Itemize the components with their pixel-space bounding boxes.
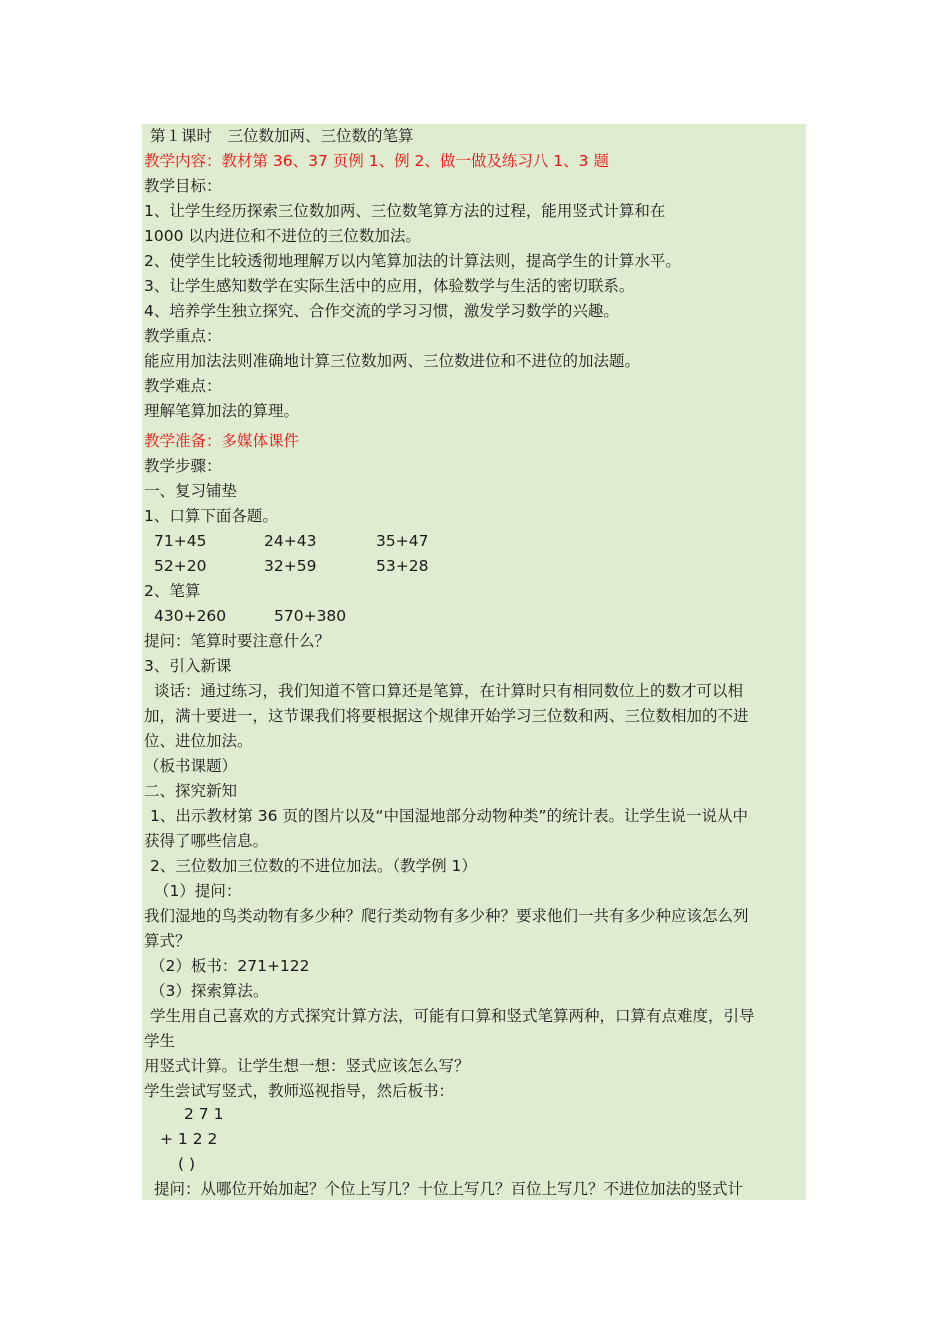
talk-line: 谈话：通过练习，我们知道不管口算还是笔算，在计算时只有相同数位上的数才可以相 — [154, 682, 744, 700]
talk-line: 加，满十要进一，这节课我们将要根据这个规律开始学习三位数和两、三位数相加的不进 — [144, 707, 749, 725]
explore-line: 2、三位数加三位数的不进位加法。（教学例 1） — [150, 857, 477, 875]
vertical-addend: + 1 2 2 — [160, 1130, 218, 1148]
review-heading: 一、复习铺垫 — [144, 482, 238, 500]
goal-line: 2、使学生比较透彻地理解万以内笔算加法的计算法则，提高学生的计算水平。 — [144, 252, 681, 270]
question-text: 提问：笔算时要注意什么？ — [144, 632, 331, 650]
ask-label: （1）提问： — [154, 882, 242, 900]
final-question: 提问：从哪位开始加起？个位上写几？十位上写几？百位上写几？不进位加法的竖式计 — [154, 1180, 744, 1198]
lesson-document — [142, 124, 806, 1200]
teaching-content: 教学内容：教材第 36、37 页例 1、例 2、做一做及练习八 1、3 题 — [144, 152, 609, 170]
try-line: 学生尝试写竖式，教师巡视指导，然后板书： — [144, 1082, 455, 1100]
goal-line: 1000 以内进位和不进位的三位数加法。 — [144, 227, 421, 245]
written-problem: 430+260 — [154, 607, 227, 625]
goal-line: 1、让学生经历探索三位数加两、三位数笔算方法的过程，能用竖式计算和在 — [144, 202, 666, 220]
oral-problem: 32+59 — [264, 557, 317, 575]
lesson-title: 第１课时 三位数加两、三位数的笔算 — [150, 127, 414, 145]
key-text: 能应用加法法则准确地计算三位数加两、三位数进位和不进位的加法题。 — [144, 352, 641, 370]
ask-line: 算式？ — [144, 932, 191, 950]
goal-line: 4、培养学生独立探究、合作交流的学习习惯，激发学习数学的兴趣。 — [144, 302, 619, 320]
teaching-prep: 教学准备：多媒体课件 — [144, 432, 300, 450]
talk-line: 位、进位加法。 — [144, 732, 253, 750]
goal-line: 3、让学生感知数学在实际生活中的应用，体验数学与生活的密切联系。 — [144, 277, 635, 295]
goals-heading: 教学目标： — [144, 177, 222, 195]
key-heading: 教学重点： — [144, 327, 222, 345]
vertical-addend: 2 7 1 — [184, 1105, 224, 1123]
written-problem: 570+380 — [274, 607, 347, 625]
difficulty-text: 理解笔算加法的算理。 — [144, 402, 300, 420]
written-heading: 2、笔算 — [144, 582, 201, 600]
explore-line: 获得了哪些信息。 — [144, 832, 269, 850]
steps-heading: 教学步骤： — [144, 457, 222, 475]
difficulty-heading: 教学难点： — [144, 377, 222, 395]
intro-heading: 3、引入新课 — [144, 657, 232, 675]
method-line: 学生用自己喜欢的方式探究计算方法，可能有口算和竖式笔算两种，口算有点难度，引导 — [150, 1007, 755, 1025]
oral-heading: 1、口算下面各题。 — [144, 507, 278, 525]
explore-heading: 二、探究新知 — [144, 782, 238, 800]
method-line: 学生 — [144, 1032, 176, 1050]
board-line: （2）板书：271+122 — [150, 957, 310, 975]
method-line: 用竖式计算。让学生想一想：竖式应该怎么写？ — [144, 1057, 470, 1075]
oral-problem: 71+45 — [154, 532, 207, 550]
oral-problem: 35+47 — [376, 532, 429, 550]
oral-problem: 24+43 — [264, 532, 317, 550]
ask-line: 我们湿地的鸟类动物有多少种？爬行类动物有多少种？要求他们一共有多少种应该怎么列 — [144, 907, 749, 925]
explore-line: （3）探索算法。 — [150, 982, 269, 1000]
vertical-result: ( ) — [178, 1155, 196, 1173]
explore-line: 1、出示教材第 36 页的图片以及“中国湿地部分动物种类”的统计表。让学生说一说从中 — [150, 807, 749, 825]
board-title: （板书课题） — [144, 757, 238, 775]
oral-problem: 52+20 — [154, 557, 207, 575]
oral-problem: 53+28 — [376, 557, 429, 575]
